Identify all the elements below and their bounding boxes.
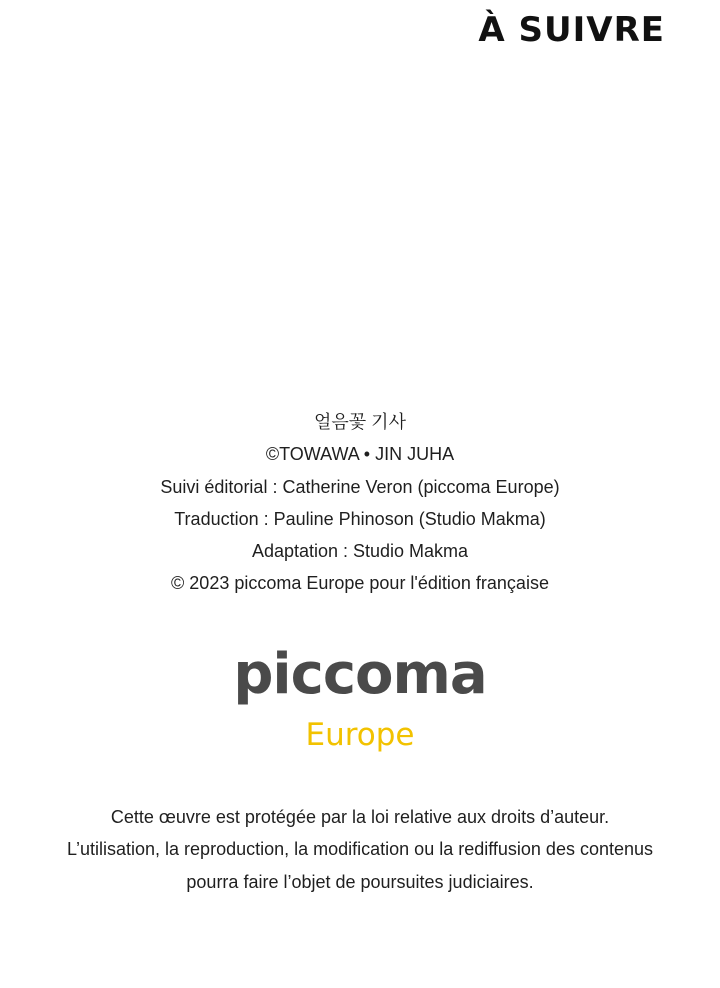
edition-copyright: © 2023 piccoma Europe pour l'édition française [171, 573, 549, 594]
legal-notice [0, 801, 720, 898]
credits-block [0, 406, 720, 600]
original-title: 얼음꽃 기사 [314, 412, 406, 432]
legal-line: Cette œuvre est protégée par la loi relative aux droits d’auteur. [110, 807, 610, 827]
logo-brand-text: piccoma [233, 642, 487, 707]
logo-region-text: Europe [305, 717, 415, 753]
to-be-continued-label: À SUIVRE [478, 10, 665, 50]
piccoma-europe-logo [0, 640, 720, 754]
editorial-credit: Suivi éditorial : Catherine Veron (piccoma Europe) [160, 476, 560, 497]
legal-line: L’utilisation, la reproduction, la modification ou la rediffusion des contenus [66, 839, 654, 860]
copyright-authors: ©TOWAWA • JIN JUHA [265, 444, 455, 465]
adaptation-credit: Adaptation : Studio Makma [251, 541, 469, 562]
translation-credit: Traduction : Pauline Phinoson (Studio Makma) [174, 508, 546, 529]
legal-line: pourra faire l’objet de poursuites judiciaires. [186, 871, 534, 892]
